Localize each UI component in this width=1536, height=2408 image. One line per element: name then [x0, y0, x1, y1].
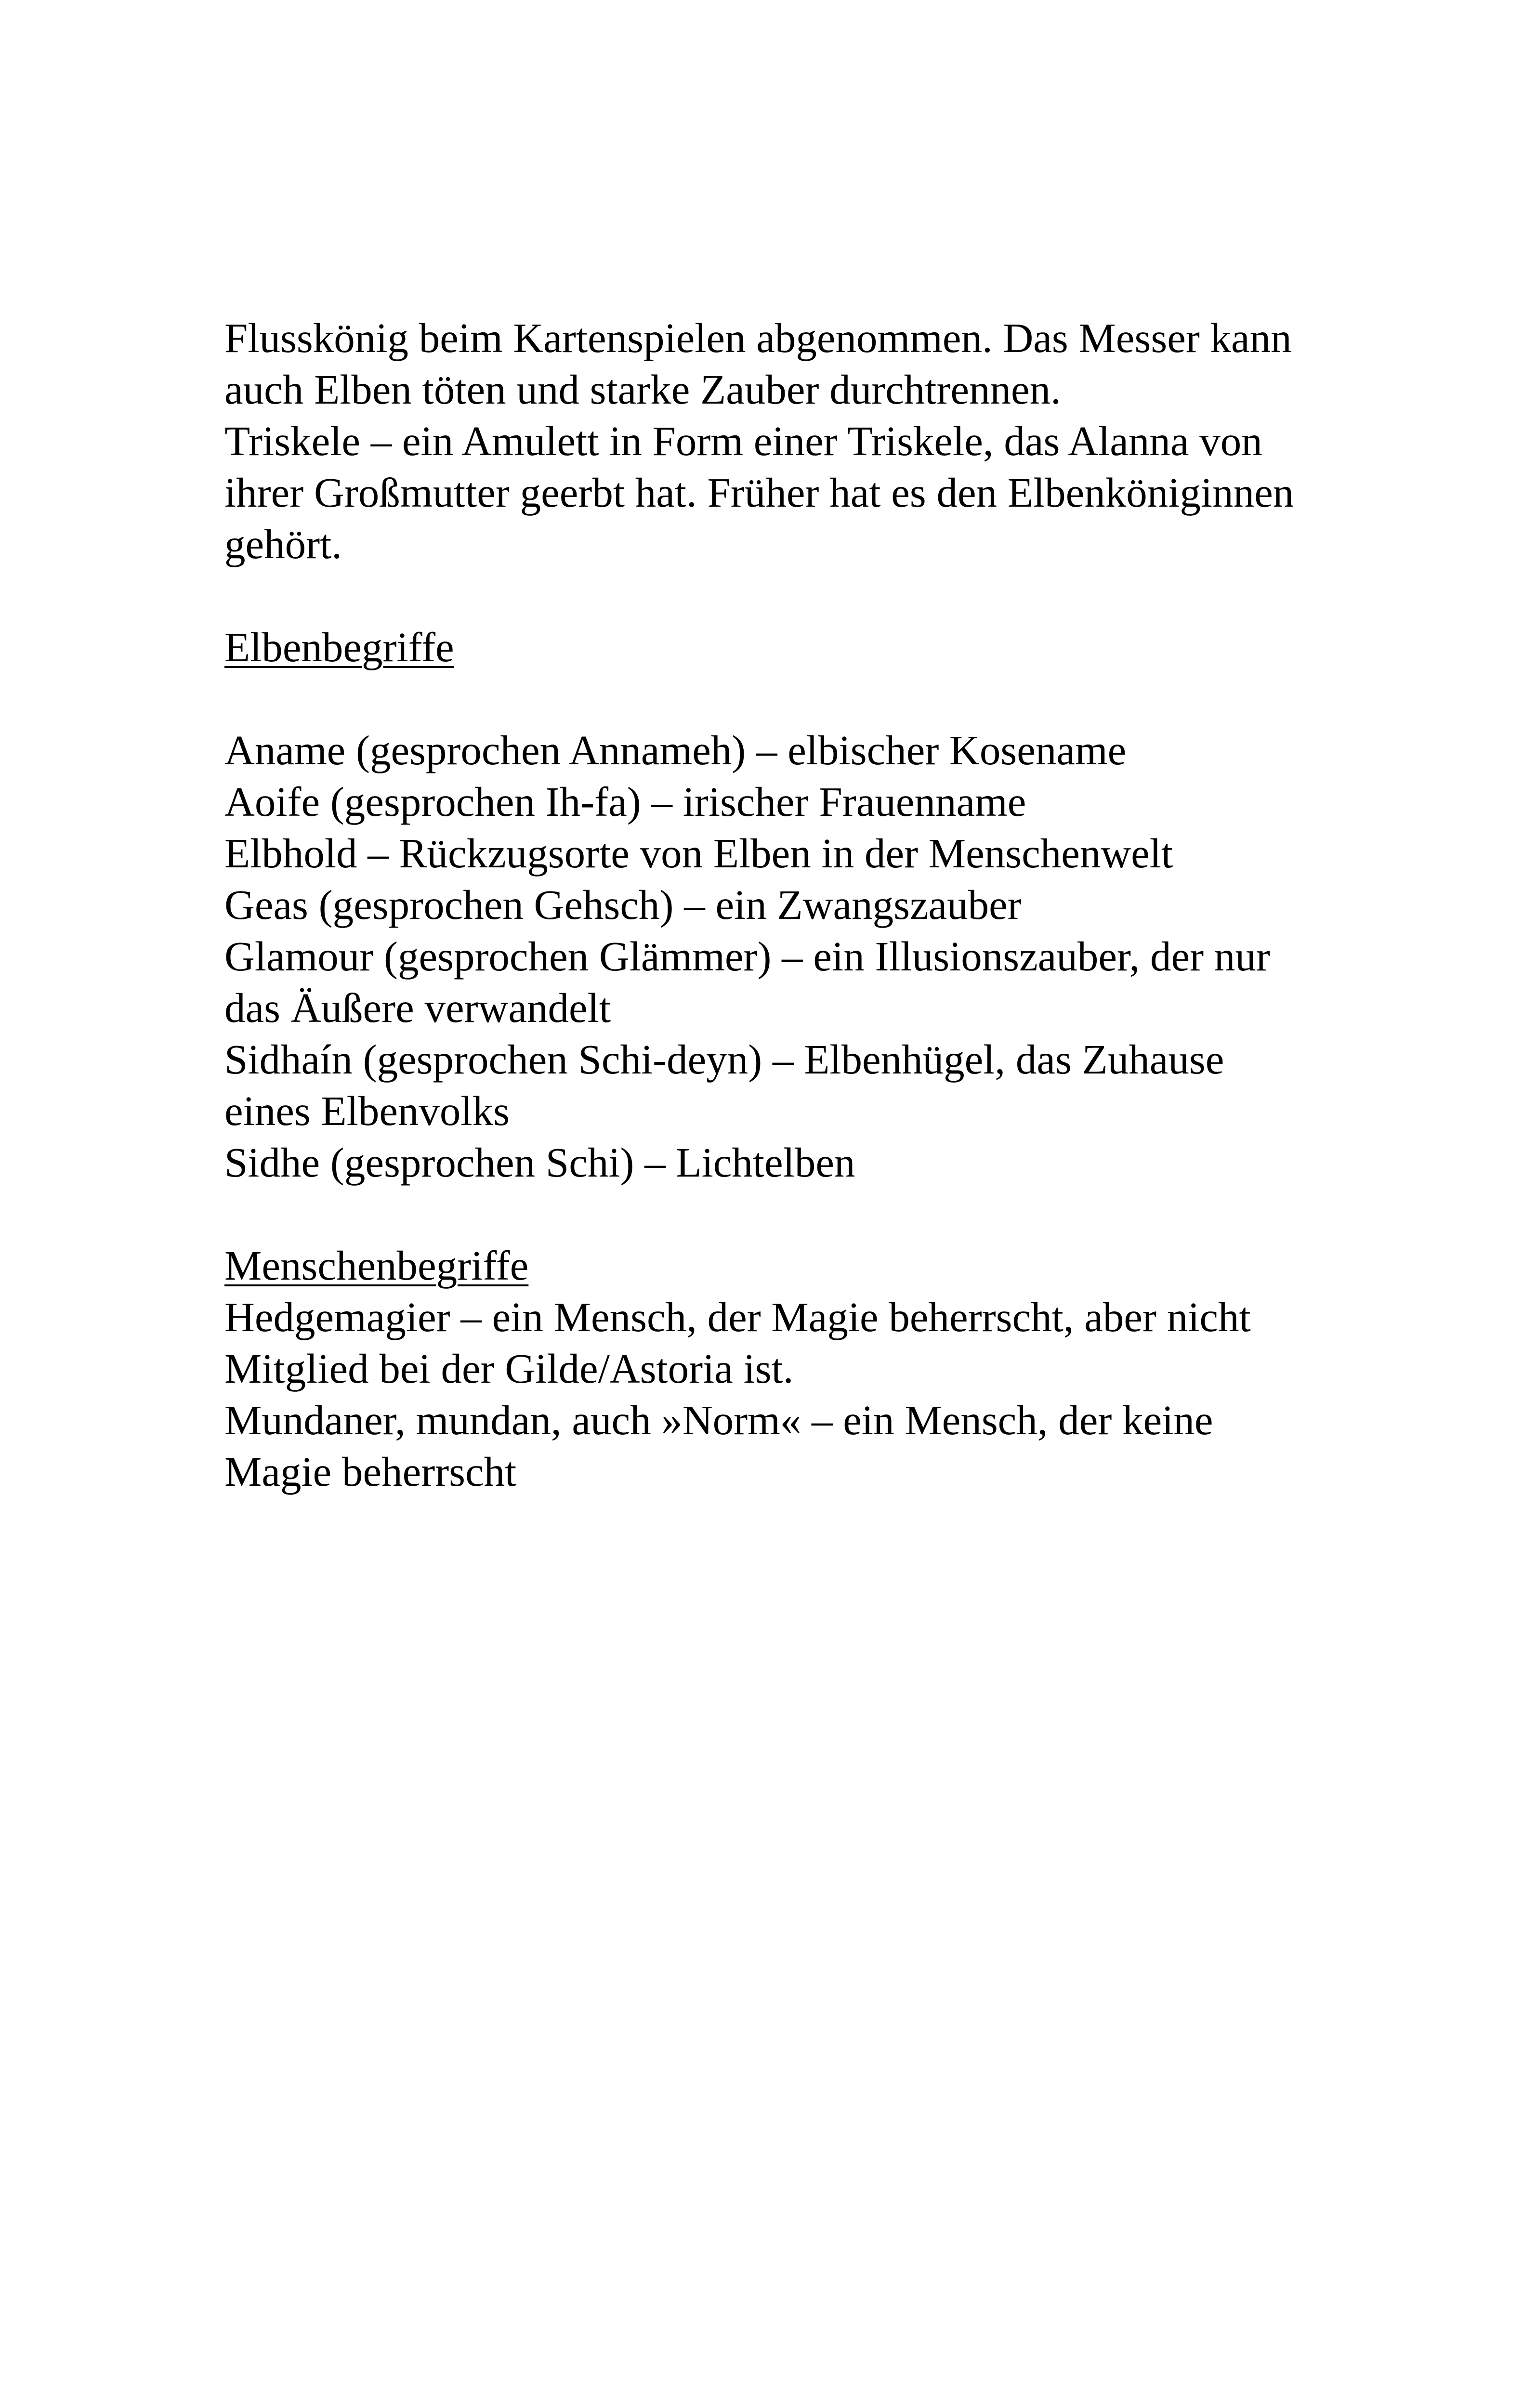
text-line: Flusskönig beim Kartenspielen abgenommen. Das Messer kann — [224, 314, 1292, 361]
glossary-entry: das Äußere verwandelt — [224, 984, 611, 1031]
glossary-entry: Sidhaín (gesprochen Schi-deyn) – Elbenhügel, das Zuhause — [224, 1036, 1224, 1083]
glossary-entry: eines Elbenvolks — [224, 1087, 510, 1134]
glossary-entry: Glamour (gesprochen Glämmer) – ein Illusionszauber, der nur — [224, 933, 1270, 980]
section-heading-menschenbegriffe: Menschenbegriffe — [224, 1242, 529, 1289]
text-line: auch Elben töten und starke Zauber durchtrennen. — [224, 366, 1061, 413]
text-line: Triskele – ein Amulett in Form einer Triskele, das Alanna von — [224, 418, 1262, 464]
glossary-entry: Elbhold – Rückzugsorte von Elben in der Menschenwelt — [224, 830, 1173, 877]
glossary-entry: Geas (gesprochen Gehsch) – ein Zwangszauber — [224, 881, 1022, 928]
section-heading-elbenbegriffe: Elbenbegriffe — [224, 624, 454, 670]
glossary-entry: Sidhe (gesprochen Schi) – Lichtelben — [224, 1139, 855, 1186]
paragraph-spacer — [224, 570, 1409, 621]
glossary-entry: Mundaner, mundan, auch »Norm« – ein Mensch, der keine — [224, 1397, 1213, 1443]
glossary-entry: Aoife (gesprochen Ih-fa) – irischer Frauenname — [224, 778, 1026, 825]
text-line: gehört. — [224, 521, 342, 567]
glossary-entry: Hedgemagier – ein Mensch, der Magie beherrscht, aber nicht — [224, 1294, 1251, 1340]
text-line: ihrer Großmutter geerbt hat. Früher hat es den Elbenköniginnen — [224, 469, 1294, 516]
page-text — [224, 312, 1409, 1497]
paragraph-spacer — [224, 673, 1409, 724]
glossary-entry: Mitglied bei der Gilde/Astoria ist. — [224, 1345, 794, 1392]
glossary-entry: Magie beherrscht — [224, 1448, 517, 1495]
glossary-entry: Aname (gesprochen Annameh) – elbischer Kosename — [224, 727, 1127, 773]
paragraph-spacer — [224, 1188, 1409, 1240]
